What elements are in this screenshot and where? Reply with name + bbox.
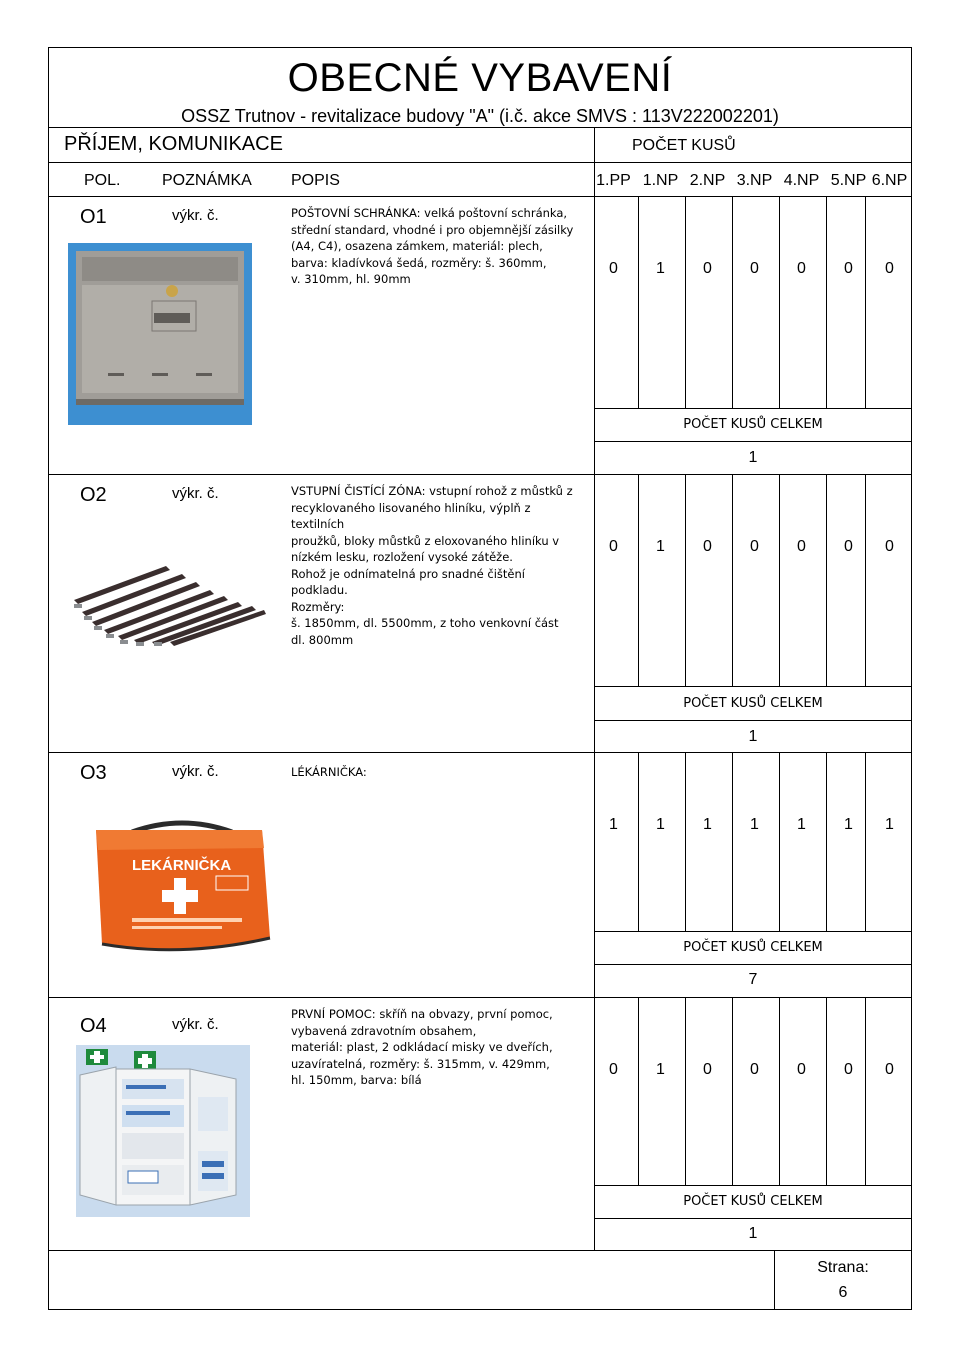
quantity-cell: 0 (885, 538, 894, 555)
quantity-cell: 0 (750, 1061, 759, 1078)
grid-line (732, 752, 733, 931)
quantity-cell: 1 (703, 816, 712, 833)
quantity-cell: 0 (844, 1061, 853, 1078)
grid-line (594, 441, 912, 442)
quantity-cell: 0 (844, 260, 853, 277)
grid-line (732, 196, 733, 408)
description-line: hl. 150mm, barva: bílá (291, 1073, 422, 1087)
quantity-cell: 0 (703, 1061, 712, 1078)
total-value: 1 (748, 449, 758, 466)
description-line: recyklovaného lisovaného hliníku, výplň z textilních (291, 500, 531, 531)
item-note: výkr. č. (172, 485, 219, 502)
item-position: O1 (80, 206, 107, 228)
column-header-floor: 3.NP (736, 172, 773, 189)
grid-line (826, 752, 827, 931)
item-divider (48, 1250, 912, 1251)
quantity-cell: 1 (885, 816, 894, 833)
grid-line (638, 997, 639, 1185)
description-line: v. 310mm, hl. 90mm (291, 272, 411, 286)
quantity-cell: 0 (797, 1061, 806, 1078)
column-header-floor: 6.NP (871, 172, 908, 189)
header-divider (48, 196, 912, 197)
quantity-cell: 0 (750, 538, 759, 555)
description-line: š. 1850mm, dl. 5500mm, z toho venkovní část (291, 616, 559, 630)
page-title: OBECNÉ VYBAVENÍ (287, 56, 673, 100)
description-line: VSTUPNÍ ČISTÍCÍ ZÓNA: vstupní rohož z můstků z (291, 484, 573, 498)
grid-line (638, 474, 639, 686)
grid-line (685, 474, 686, 686)
grid-line (779, 474, 780, 686)
grid-line (594, 997, 595, 1185)
quantity-cell: 1 (656, 260, 665, 277)
item-position: O2 (80, 484, 107, 506)
quantity-cell: 1 (656, 1061, 665, 1078)
header-divider (48, 127, 912, 128)
bag-label: LEKÁRNIČKA (132, 857, 232, 874)
description-line: (A4, C4), osazena zámkem, materiál: plech, (291, 239, 543, 253)
column-header-poznamka: POZNÁMKA (162, 172, 252, 189)
description-line: dl. 800mm (291, 632, 354, 647)
grid-line (865, 474, 866, 686)
grid-line (865, 196, 866, 408)
grid-line (732, 997, 733, 1185)
quantity-cell: 1 (844, 816, 853, 833)
column-header-floor: 4.NP (783, 172, 820, 189)
total-label: POČET KUSŮ CELKEM (683, 417, 823, 432)
description-line: PRVNÍ POMOC: skříň na obvazy, první pomoc, (291, 1007, 553, 1021)
description-line: LÉKÁRNIČKA: (291, 765, 367, 779)
grid-line (826, 474, 827, 686)
total-label: POČET KUSŮ CELKEM (683, 696, 823, 711)
description-line: materiál: plast, 2 odkládací misky ve dveřích, (291, 1040, 553, 1054)
grid-line (865, 752, 866, 931)
description-line: vybavená zdravotním obsahem, (291, 1023, 477, 1038)
quantity-cell: 1 (656, 816, 665, 833)
description-line: barva: kladívková šedá, rozměry: š. 360mm, (291, 255, 547, 270)
page-number: 6 (838, 1284, 848, 1301)
grid-line (594, 474, 595, 686)
mailbox-image (68, 243, 252, 425)
grid-line (638, 752, 639, 931)
grid-line (638, 196, 639, 408)
grid-line (685, 997, 686, 1185)
grid-line (594, 964, 912, 965)
item-description (291, 1006, 581, 1089)
quantity-cell: 0 (703, 538, 712, 555)
quantity-cell: 0 (844, 538, 853, 555)
description-line: střední standard, vhodné i pro objemnější zásilky (291, 222, 574, 237)
item-note: výkr. č. (172, 1016, 219, 1033)
item-note: výkr. č. (172, 763, 219, 780)
quantity-cell: 1 (797, 816, 806, 833)
item-divider (48, 474, 912, 475)
column-header-popis: POPIS (291, 172, 340, 189)
item-position: O3 (80, 762, 107, 784)
quantity-cell: 0 (797, 260, 806, 277)
grid-line (594, 931, 912, 932)
quantity-cell: 1 (656, 538, 665, 555)
description-line: uzavíratelná, rozměry: š. 315mm, v. 429mm, (291, 1056, 550, 1071)
grid-line (685, 752, 686, 931)
quantity-cell: 0 (703, 260, 712, 277)
header-divider (48, 162, 912, 163)
grid-line (865, 997, 866, 1185)
description-line: proužků, bloky můstků z eloxovaného hliníku v (291, 533, 560, 548)
grid-line (779, 196, 780, 408)
first-aid-bag-image (92, 818, 274, 954)
total-label: POČET KUSŮ CELKEM (683, 940, 823, 955)
item-divider (48, 752, 912, 753)
column-header-floor: 1.NP (642, 172, 679, 189)
quantity-cell: 0 (609, 1061, 618, 1078)
item-description (291, 483, 581, 648)
quantity-header: POČET KUSŮ (632, 137, 736, 154)
first-aid-cabinet-image (76, 1045, 250, 1217)
column-header-pol: POL. (84, 172, 121, 189)
grid-line (826, 997, 827, 1185)
grid-line (779, 752, 780, 931)
quantity-cell: 0 (609, 538, 618, 555)
quantity-cell: 1 (750, 816, 759, 833)
quantity-cell: 0 (797, 538, 806, 555)
grid-line (732, 474, 733, 686)
column-header-floor: 1.PP (596, 172, 631, 189)
quantity-cell: 0 (885, 1061, 894, 1078)
grid-line (779, 997, 780, 1185)
description-line: nízkém lesku, rozložení vysoké zátěže. (291, 550, 513, 564)
grid-line (594, 752, 595, 931)
grid-line (594, 686, 912, 687)
entrance-mat-image (74, 560, 266, 646)
column-header-floor: 2.NP (689, 172, 726, 189)
grid-line (685, 196, 686, 408)
page-label: Strana: (817, 1259, 869, 1276)
total-label: POČET KUSŮ CELKEM (683, 1194, 823, 1209)
quantity-cell: 0 (750, 260, 759, 277)
grid-line (594, 1218, 912, 1219)
description-line: Rohož je odnímatelná pro snadné čištění podkladu. (291, 566, 525, 597)
grid-line (594, 720, 912, 721)
grid-line (826, 196, 827, 408)
grid-line (594, 1185, 912, 1186)
quantity-cell: 0 (609, 260, 618, 277)
item-position: O4 (80, 1015, 107, 1037)
column-header-floor: 5.NP (830, 172, 867, 189)
description-line: Rozměry: (291, 599, 345, 614)
quantity-cell: 1 (609, 816, 618, 833)
quantity-cell: 0 (885, 260, 894, 277)
total-value: 1 (748, 728, 758, 745)
total-value: 7 (748, 971, 758, 988)
section-title: PŘÍJEM, KOMUNIKACE (64, 133, 283, 155)
item-description (291, 764, 581, 781)
description-line: POŠTOVNÍ SCHRÁNKA: velká poštovní schránka, (291, 206, 568, 220)
item-description (291, 205, 581, 288)
grid-line (594, 408, 912, 409)
total-value: 1 (748, 1225, 758, 1242)
item-divider (48, 997, 912, 998)
project-subtitle: OSSZ Trutnov - revitalizace budovy "A" (i.č. akce SMVS : 113V222002201) (181, 106, 779, 126)
grid-line (594, 196, 595, 408)
item-note: výkr. č. (172, 207, 219, 224)
